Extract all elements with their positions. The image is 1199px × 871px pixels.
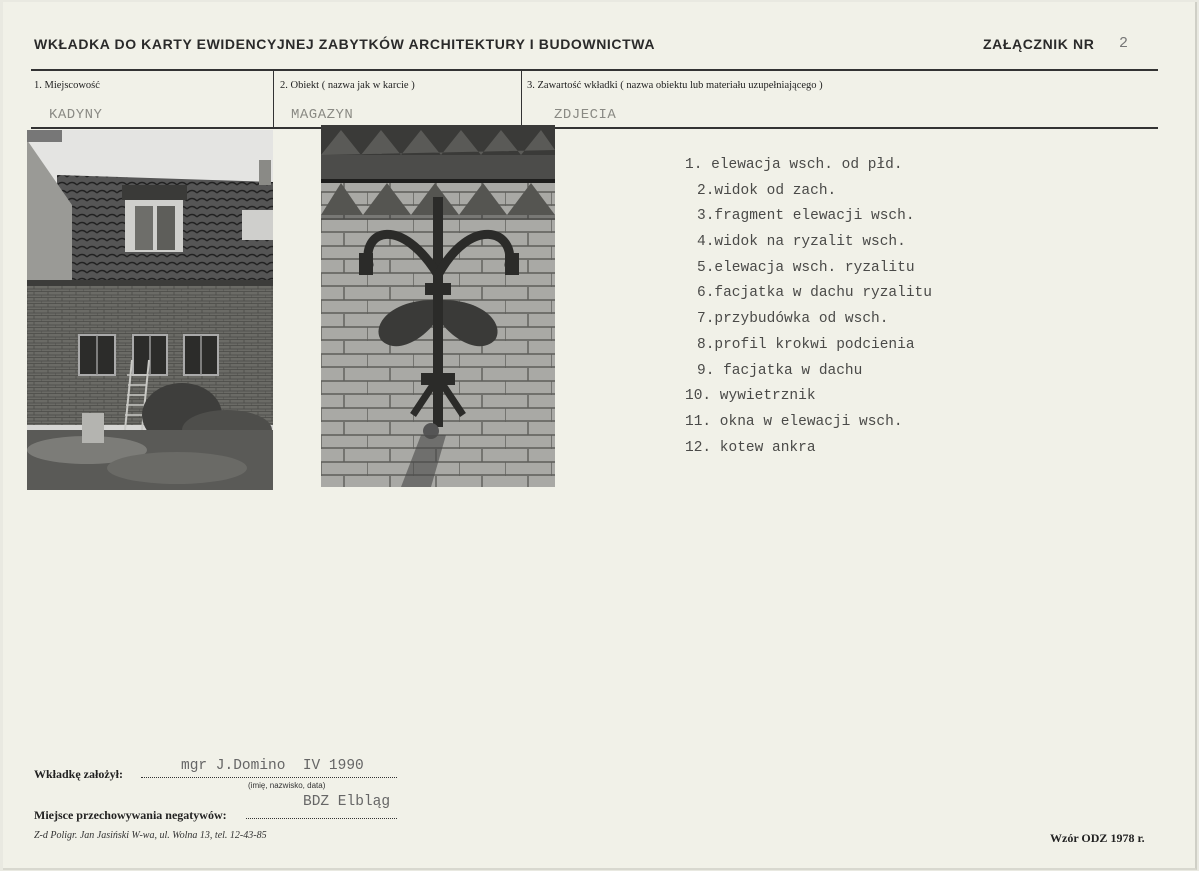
photo-wall-anchor-image (321, 125, 555, 487)
list-item: 11. okna w elewacji wsch. (685, 413, 903, 430)
list-item: 5.elewacja wsch. ryzalitu (697, 259, 915, 276)
founder-value: mgr J.Domino IV 1990 (181, 758, 364, 774)
founder-hint: (imię, nazwisko, data) (248, 781, 326, 790)
annex-label: ZAŁĄCZNIK NR (983, 36, 1095, 52)
field-divider-2 (521, 71, 522, 128)
photo-wall-anchor (321, 125, 555, 487)
negatives-label: Miejsce przechowywania negatywów: (34, 808, 227, 822)
field-divider-1 (273, 71, 274, 128)
negatives-dotted-line (246, 818, 397, 819)
list-item: 3.fragment elewacji wsch. (697, 208, 915, 225)
annex-number: 2 (1119, 35, 1129, 52)
field-value-locality: KADYNY (49, 107, 103, 123)
list-item: 6.facjatka w dachu ryzalitu (697, 285, 932, 302)
field-value-contents: ZDJECIA (554, 107, 617, 123)
list-item: 1. elewacja wsch. od płd. (685, 157, 903, 173)
list-item: 4.widok na ryzalit wsch. (697, 234, 906, 251)
list-item: 8.profil krokwi podcienia (697, 336, 915, 353)
form-code: Wzór ODZ 1978 r. (1050, 831, 1145, 845)
record-card (3, 2, 1197, 870)
field-label-object: 2. Obiekt ( nazwa jak w karcie ) (280, 80, 415, 91)
list-item: 2.widok od zach. (697, 182, 837, 199)
field-label-locality: 1. Miejscowość (34, 80, 100, 91)
founder-dotted-line (141, 777, 397, 778)
card-title: WKŁADKA DO KARTY EWIDENCYJNEJ ZABYTKÓW ARCHITEKTURY I BUDOWNICTWA (34, 36, 656, 52)
field-value-object: MAGAZYN (291, 107, 354, 123)
founder-label: Wkładkę założył: (34, 767, 123, 781)
header-rule (31, 69, 1158, 71)
fields-rule (31, 127, 1158, 129)
negatives-value: BDZ Elbląg (303, 794, 391, 810)
list-item: 10. wywietrznik (685, 388, 816, 405)
field-label-contents: 3. Zawartość wkładki ( nazwa obiektu lub materiału uzupełniającego ) (527, 80, 823, 91)
list-item: 9. facjatka w dachu (697, 362, 863, 379)
list-item: 7.przybudówka od wsch. (697, 311, 889, 328)
list-item: 12. kotew ankra (685, 439, 816, 456)
photo-building (27, 130, 273, 490)
photo-building-image (27, 130, 273, 490)
photo-list (685, 153, 932, 461)
printer-imprint: Z-d Poligr. Jan Jasiński W-wa, ul. Wolna 13, tel. 12-43-85 (34, 830, 267, 841)
